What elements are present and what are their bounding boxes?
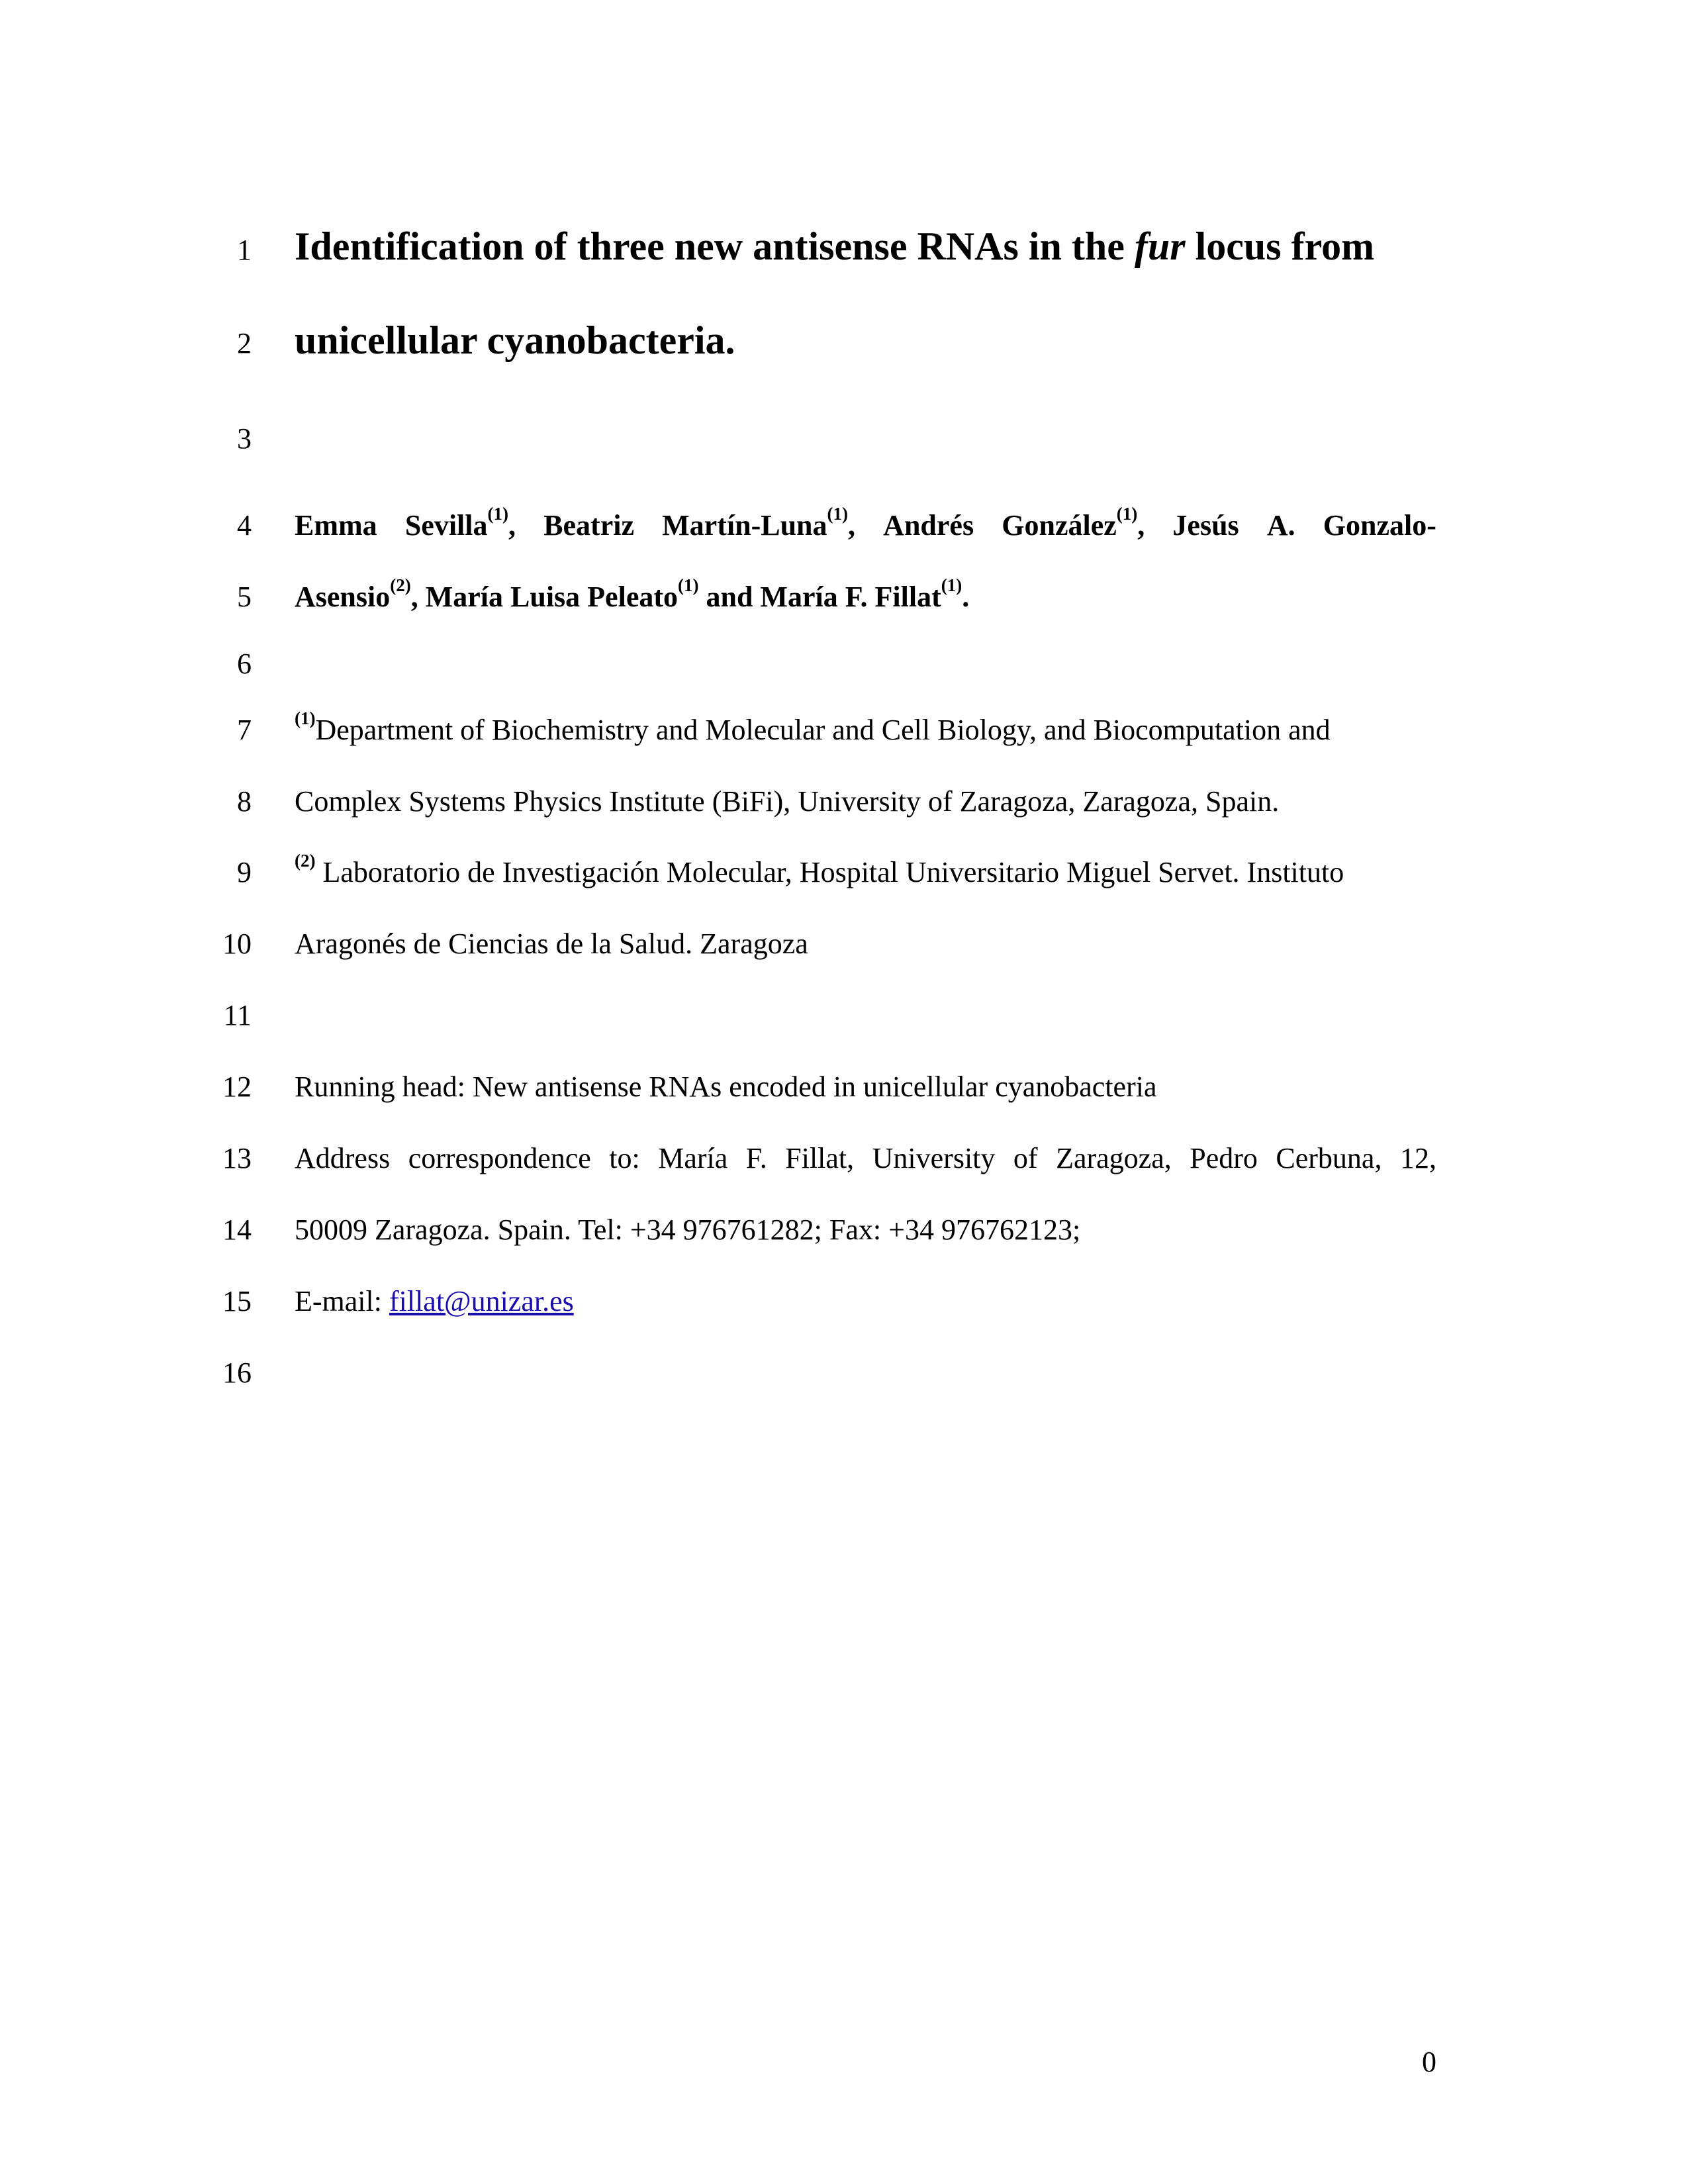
affiliation-2-line-1: $^{(2)}$ Laboratorio de Investigación Molecular, Hospital Universitario Miguel Servet. Instituto <box>295 851 1344 888</box>
affiliation-marker: (2) <box>390 575 411 596</box>
affiliation-marker: (1) <box>487 504 508 524</box>
correspondence-line-1 <box>295 1144 1436 1173</box>
line-number-11: 11 <box>223 999 252 1031</box>
title-text-end: locus from <box>1185 224 1375 268</box>
affiliation-marker: (1) <box>678 575 699 596</box>
correspondence-word: correspondence <box>408 1142 591 1174</box>
correspondence-word: Pedro <box>1190 1142 1258 1174</box>
author-word: Gonzalo- <box>1323 509 1436 542</box>
affiliation-marker: (1) <box>295 708 316 729</box>
title-text: Identification of three new antisense RNAs in the <box>295 224 1135 268</box>
author-word: González$^{(1)}$, <box>1002 504 1145 542</box>
email-link[interactable]: fillat@unizar.es <box>389 1285 574 1317</box>
author-word: Martín-Luna$^{(1)}$, <box>662 504 855 542</box>
title-gene-name: fur <box>1134 224 1186 268</box>
line-number-8: 8 <box>237 785 252 818</box>
page-number: 0 <box>1422 2046 1436 2078</box>
correspondence-word: F. <box>745 1142 767 1174</box>
affiliation-marker: (2) <box>295 851 316 871</box>
author-list-line-2: Asensio$^{(2)}$, María Luisa Peleato$^{(1)}$ and María F. Fillat$^{(1)}$. <box>295 575 970 613</box>
line-number-16: 16 <box>222 1356 252 1389</box>
correspondence-word: Fillat, <box>785 1142 855 1174</box>
line-number-4: 4 <box>237 509 252 542</box>
line-number-14: 14 <box>222 1213 252 1246</box>
paper-title-line-2: unicellular cyanobacteria. <box>295 318 735 362</box>
affiliation-marker: (1) <box>941 575 962 596</box>
line-number-10: 10 <box>222 927 252 960</box>
affiliation-1-line-1: $^{(1)}$Department of Biochemistry and Molecular and Cell Biology, and Biocomputation and <box>295 708 1331 746</box>
email-label: E-mail: <box>295 1285 389 1317</box>
author-list-line-1 <box>295 504 1436 542</box>
correspondence-word: 12, <box>1399 1142 1436 1174</box>
paper-title-line-1 <box>295 226 1436 266</box>
affiliation-1-line-2: Complex Systems Physics Institute (BiFi), University of Zaragoza, Zaragoza, Spain. <box>295 785 1280 818</box>
line-number-3: 3 <box>237 422 252 455</box>
correspondence-word: to: <box>609 1142 640 1174</box>
email-line <box>295 1287 1436 1316</box>
line-number-5: 5 <box>237 581 252 613</box>
author-word: Beatriz <box>543 509 634 542</box>
author-word: Andrés <box>883 509 974 542</box>
line-number-13: 13 <box>222 1142 252 1174</box>
correspondence-word: Address <box>295 1142 391 1174</box>
line-number-9: 9 <box>237 856 252 888</box>
line-number-12: 12 <box>222 1070 252 1103</box>
affiliation-marker: (1) <box>827 504 848 524</box>
line-number-6: 6 <box>237 647 252 680</box>
affiliation-marker: (1) <box>1116 504 1138 524</box>
correspondence-word: Cerbuna, <box>1276 1142 1382 1174</box>
running-head: Running head: New antisense RNAs encoded in unicellular cyanobacteria <box>295 1070 1157 1103</box>
affiliation-2-line-2: Aragonés de Ciencias de la Salud. Zaragoza <box>295 927 808 960</box>
author-word: Sevilla$^{(1)}$, <box>404 504 516 542</box>
line-number-2: 2 <box>237 327 252 359</box>
line-number-1: 1 <box>237 234 252 266</box>
author-word: A. <box>1266 509 1295 542</box>
correspondence-word: Zaragoza, <box>1056 1142 1172 1174</box>
correspondence-word: of <box>1013 1142 1038 1174</box>
line-number-15: 15 <box>222 1285 252 1317</box>
author-word: Jesús <box>1172 509 1239 542</box>
correspondence-word: University <box>872 1142 996 1174</box>
correspondence-line-2: 50009 Zaragoza. Spain. Tel: +34 976761282; Fax: +34 976762123; <box>295 1213 1081 1246</box>
correspondence-word: María <box>658 1142 728 1174</box>
author-word: Emma <box>295 509 377 542</box>
line-number-7: 7 <box>237 714 252 746</box>
